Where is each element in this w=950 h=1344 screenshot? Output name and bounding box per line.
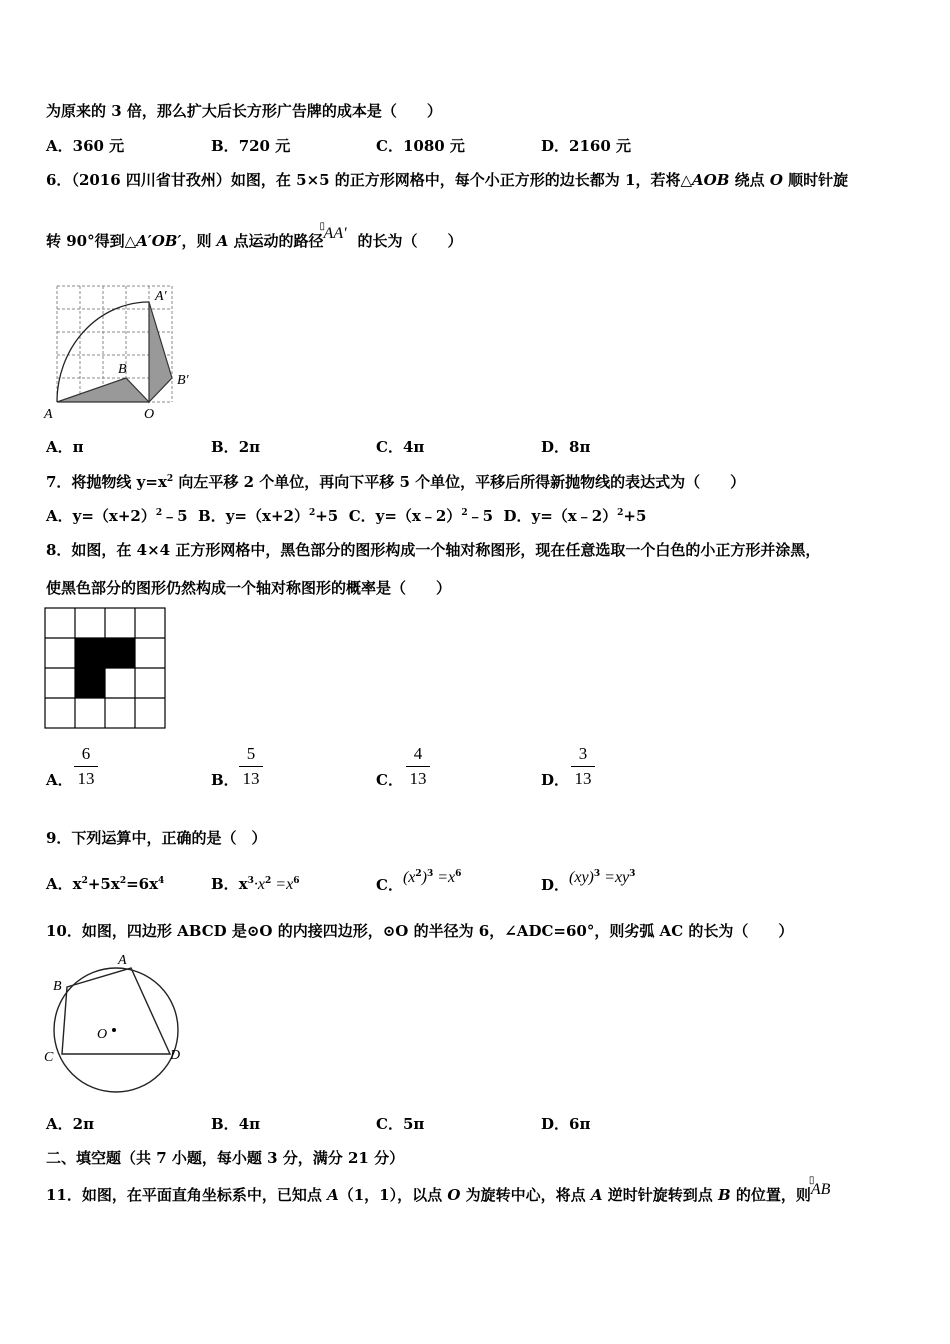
q10-option-d[interactable] <box>541 1114 590 1134</box>
option-text: 720 元 <box>238 137 291 155</box>
label-o: O <box>144 407 155 422</box>
label-a-prime: A′ <box>155 289 167 304</box>
option-text: ·x <box>253 876 266 893</box>
q7-text: 7．将抛物线 y=x <box>46 473 167 491</box>
q5-option-c[interactable] <box>376 136 465 156</box>
option-letter: B． <box>211 875 239 893</box>
option-text: +5 <box>623 507 647 525</box>
q5-continuation: 为原来的 3 倍，那么扩大后长方形广告牌的成本是（ ） <box>46 102 442 120</box>
option-exponent: 2 <box>119 876 127 886</box>
q8-grid-figure <box>44 607 166 729</box>
option-exponent: 2 <box>265 876 272 886</box>
section-heading: 二、填空题（共 7 小题，每小题 3 分，满分 21 分） <box>46 1149 405 1167</box>
q11-point-b: B <box>717 1186 731 1204</box>
q8-stem-line2: 使黑色部分的图形仍然构成一个轴对称图形的概率是（ ） <box>46 579 452 597</box>
option-exponent: 3 <box>593 869 601 879</box>
black-cell <box>75 638 105 668</box>
denominator: 13 <box>574 769 592 788</box>
label-a: A <box>44 407 53 422</box>
option-text: 8π <box>569 438 591 456</box>
label-b-prime: B′ <box>177 373 189 388</box>
q7-option-b[interactable] <box>198 507 338 525</box>
q6-text: ，则 <box>181 232 217 250</box>
q11-point-a: A <box>590 1186 603 1204</box>
fraction-bar <box>406 766 430 767</box>
option-exponent: 3 <box>247 876 254 886</box>
option-text: ﹣5 <box>162 507 188 525</box>
option-letter: B． <box>211 1115 239 1133</box>
q7-options <box>46 506 646 526</box>
option-text: y=（x﹣2） <box>375 507 462 525</box>
option-letter: B． <box>198 507 226 525</box>
q6-option-d[interactable] <box>541 437 590 457</box>
q6-stem-line2 <box>46 221 463 252</box>
option-exponent: 3 <box>629 869 636 879</box>
option-exponent: 2 <box>461 508 468 518</box>
option-text: 1080 元 <box>402 137 465 155</box>
q6-point-o: O <box>769 171 783 189</box>
q11-point-a: A <box>327 1186 339 1204</box>
option-exponent: 2 <box>308 508 316 518</box>
option-letter: D． <box>541 438 570 456</box>
q5-option-d[interactable] <box>541 136 631 156</box>
option-letter: C． <box>376 1115 403 1133</box>
q6-text: 点运动的路径 <box>228 232 324 250</box>
option-text: (x <box>402 869 416 886</box>
q9-option-d[interactable] <box>541 869 636 896</box>
option-text: 6π <box>569 1115 591 1133</box>
triangle-a1ob1 <box>149 302 172 402</box>
option-text: y=（x+2） <box>225 507 309 525</box>
black-cell <box>105 638 135 668</box>
q10-option-b[interactable] <box>211 1114 260 1134</box>
q7-exponent: 2 <box>166 474 174 484</box>
option-exponent: 2 <box>415 869 422 879</box>
option-text: ﹣5 <box>467 507 494 525</box>
q9-stem: 9．下列运算中，正确的是（ ） <box>46 829 267 847</box>
q9-option-b[interactable] <box>211 874 299 895</box>
option-text: (xy) <box>569 869 594 886</box>
q8-option-d-fraction <box>571 743 595 790</box>
option-letter: D． <box>541 1115 570 1133</box>
option-text: 4π <box>402 438 425 456</box>
q10-option-c[interactable] <box>376 1114 424 1134</box>
q11-point-o: O <box>447 1186 461 1204</box>
label-o: O <box>97 1027 108 1042</box>
label-c: C <box>44 1050 54 1065</box>
q6-rotated-triangle: A′OB′ <box>136 232 182 250</box>
q6-point-a: A <box>216 232 229 250</box>
q6-triangle-name: AOB <box>692 171 730 189</box>
q6-option-c[interactable] <box>376 437 424 457</box>
q8-option-b-fraction <box>239 743 263 790</box>
q6-stem-line1 <box>46 170 848 190</box>
option-text: =xy <box>604 869 630 886</box>
arc-aa-label: ▯ AA' <box>319 221 347 242</box>
option-text: 2π <box>72 1115 95 1133</box>
numerator: 5 <box>246 744 256 763</box>
q5-option-b[interactable] <box>211 136 290 156</box>
q10-option-a[interactable] <box>46 1114 94 1134</box>
q6-text: （2016 四川省甘孜州）如图，在 5×5 的正方形网格中，每个小正方形的边长都为 1，若将△ <box>71 171 692 189</box>
option-exponent: 6 <box>293 876 300 886</box>
option-text: x <box>72 875 82 893</box>
option-text: +5 <box>315 507 339 525</box>
label-d: D <box>170 1048 181 1063</box>
option-text: =x <box>437 869 456 886</box>
q6-option-b[interactable] <box>211 437 260 457</box>
q5-option-a[interactable] <box>46 136 124 156</box>
q7-option-c[interactable] <box>349 507 493 525</box>
q7-option-d[interactable] <box>503 507 646 525</box>
option-letter: A． <box>46 1115 73 1133</box>
q8-option-d-letter[interactable]: D． <box>541 771 570 789</box>
q6-text: 的长为（ ） <box>357 232 463 250</box>
q9-option-c[interactable] <box>376 869 462 896</box>
option-text: x <box>238 875 248 893</box>
numerator: 3 <box>578 744 588 763</box>
option-text: =6x <box>126 875 159 893</box>
option-letter: C． <box>348 507 376 525</box>
label-a: A <box>118 953 127 968</box>
option-letter: C． <box>376 876 403 894</box>
option-text: +5x <box>87 875 120 893</box>
fraction-bar <box>239 766 263 767</box>
q6-text: 顺时针旋 <box>782 171 849 189</box>
center-dot <box>112 1028 116 1032</box>
q6-option-a[interactable] <box>46 437 84 457</box>
option-letter: B． <box>211 137 239 155</box>
option-text: 5π <box>402 1115 425 1133</box>
option-exponent: 2 <box>155 508 163 518</box>
option-text: 4π <box>238 1115 261 1133</box>
q8-stem-line1: 8．如图，在 4×4 正方形网格中，黑色部分的图形构成一个轴对称图形，现在任意选取一个白色的小正方形并涂黑， <box>46 541 821 559</box>
option-letter: D． <box>503 507 532 525</box>
option-exponent: 2 <box>617 508 624 518</box>
q11-text: 为旋转中心，将点 <box>460 1186 591 1204</box>
option-text: 2160 元 <box>569 137 631 155</box>
option-text: π <box>72 438 84 456</box>
denominator: 13 <box>409 769 427 788</box>
option-text: =x <box>275 876 294 893</box>
q8-option-c-letter[interactable]: C． <box>376 771 403 789</box>
option-exponent: 4 <box>158 876 165 886</box>
option-letter: A． <box>46 507 73 525</box>
label-b: B <box>118 362 127 377</box>
option-text: 360 元 <box>72 137 125 155</box>
q8-option-c-fraction <box>406 743 430 790</box>
option-text: y=（x+2） <box>72 507 156 525</box>
grid-lines <box>45 608 165 728</box>
denominator: 13 <box>77 769 95 788</box>
q10-circle-figure <box>40 950 190 1095</box>
option-exponent: 3 <box>426 869 434 879</box>
option-text: 2π <box>238 438 261 456</box>
option-letter: A． <box>46 137 73 155</box>
black-cell <box>75 668 105 698</box>
q8-option-a-fraction <box>74 743 98 790</box>
option-letter: B． <box>211 438 239 456</box>
q11-stem <box>46 1175 837 1206</box>
fraction-bar <box>571 766 595 767</box>
q7-stem <box>46 472 745 492</box>
q11-text: 逆时针旋转到点 <box>602 1186 718 1204</box>
numerator: 6 <box>81 744 91 763</box>
q6-text: 绕点 <box>729 171 770 189</box>
q6-rotation-figure <box>40 282 200 427</box>
q10-stem: 10．如图，四边形 ABCD 是⊙O 的内接四边形，⊙O 的半径为 6，∠ADC=60°，则劣弧 AC 的长为（ ） <box>46 922 794 940</box>
option-letter: A． <box>46 438 73 456</box>
arc-ab-label: ▯ AB <box>808 1175 831 1198</box>
option-exponent: 6 <box>455 869 462 879</box>
q8-option-a-letter[interactable]: A． <box>46 771 73 789</box>
option-letter: C． <box>376 438 403 456</box>
question-number: 6． <box>46 171 72 189</box>
option-letter: A． <box>46 875 73 893</box>
option-letter: D． <box>541 876 570 894</box>
q11-text: 的位置，则 <box>730 1186 811 1204</box>
q11-text: 11．如图，在平面直角坐标系中，已知点 <box>46 1186 328 1204</box>
option-text: y=（x﹣2） <box>531 507 618 525</box>
option-letter: D． <box>541 137 570 155</box>
option-exponent: 2 <box>81 876 88 886</box>
fraction-bar <box>74 766 98 767</box>
q9-option-a[interactable] <box>46 874 164 894</box>
numerator: 4 <box>413 744 423 763</box>
label-b: B <box>53 979 62 994</box>
q7-text: 向左平移 2 个单位，再向下平移 5 个单位，平移后所得新抛物线的表达式为（ ） <box>173 473 746 491</box>
option-text: ) <box>421 869 427 886</box>
option-letter: C． <box>376 137 403 155</box>
q6-text: 转 90°得到△ <box>46 232 137 250</box>
denominator: 13 <box>242 769 260 788</box>
q11-text: （1，1），以点 <box>338 1186 448 1204</box>
q8-option-b-letter[interactable]: B． <box>211 771 239 789</box>
q7-option-a[interactable] <box>46 507 188 525</box>
